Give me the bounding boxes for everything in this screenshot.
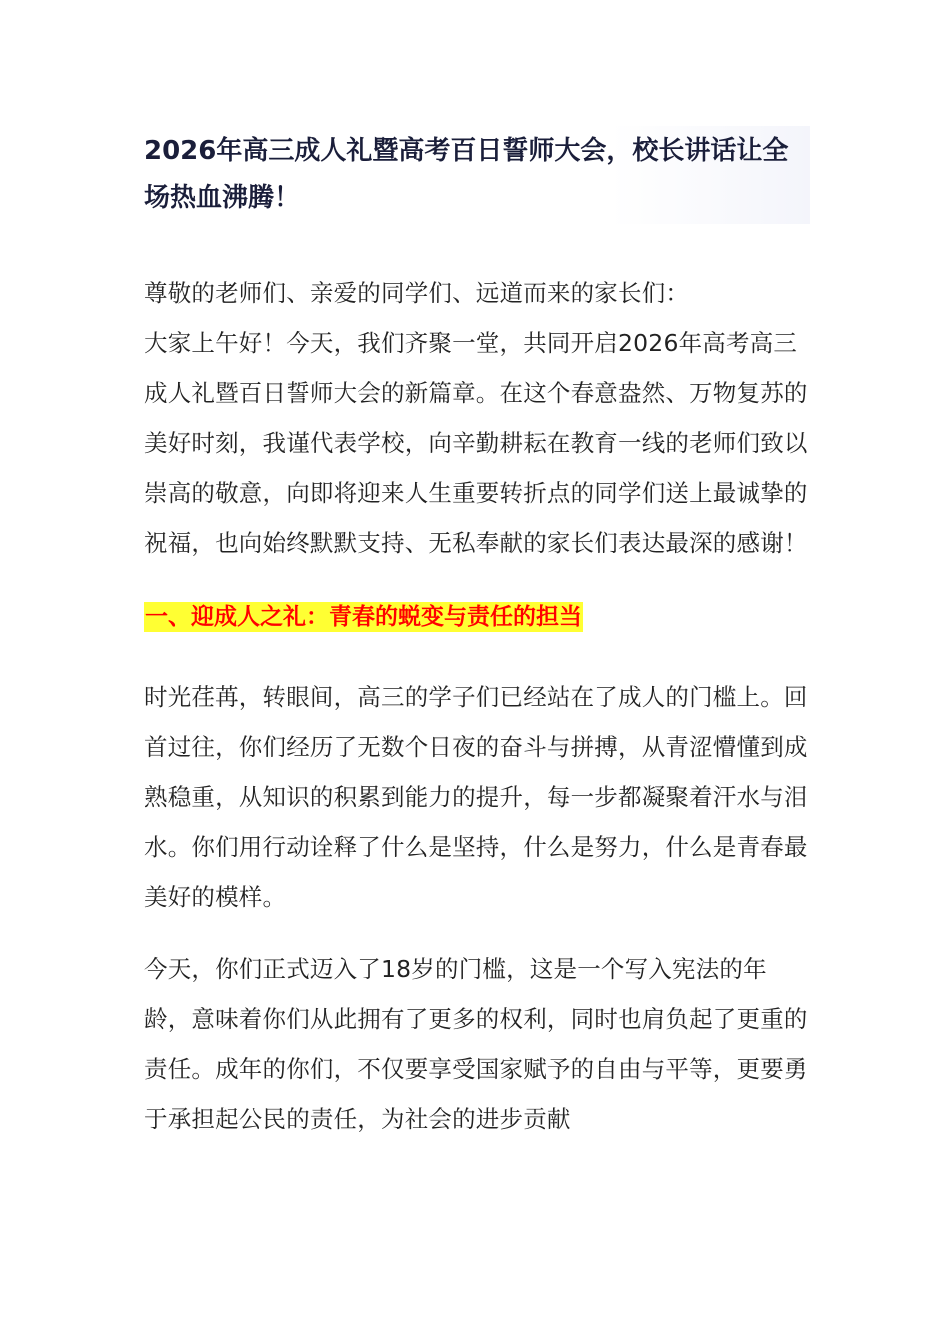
greeting-line: 尊敬的老师们、亲爱的同学们、远道而来的家长们： bbox=[144, 279, 690, 307]
body-paragraph: 时光荏苒，转眼间，高三的学子们已经站在了成人的门槛上。回首过往，你们经历了无数个日夜的奋斗与拼搏，从青涩懵懂到成熟稳重，从知识的积累到能力的提升，每一步都凝聚着汗水与泪水。你们用行动诠释了什么是坚持，什么是努力，什么是青春最美好的模样。 bbox=[144, 683, 808, 911]
body-paragraph: 今天，你们正式迈入了18岁的门槛，这是一个写入宪法的年龄，意味着你们从此拥有了更多的权利，同时也肩负起了更重的责任。成年的你们，不仅要享受国家赋予的自由与平等，更要勇于承担起公民的责任，为社会的进步贡献 bbox=[144, 955, 808, 1133]
section-heading: 一、迎成人之礼：青春的蜕变与责任的担当 bbox=[145, 604, 582, 630]
section-heading-row bbox=[144, 592, 810, 642]
intro-paragraph: 大家上午好！今天，我们齐聚一堂，共同开启2026年高考高三成人礼暨百日誓师大会的新篇章。在这个春意盎然、万物复苏的美好时刻，我谨代表学校，向辛勤耕耘在教育一线的老师们致以崇高的敬意，向即将迎来人生重要转折点的同学们送上最诚挚的祝福，也向始终默默支持、无私奉献的家长们表达最深的感谢！ bbox=[144, 329, 808, 557]
document-page bbox=[144, 126, 810, 1144]
article-title: 2026年高三成人礼暨高考百日誓师大会，校长讲话让全场热血沸腾！ bbox=[144, 126, 810, 224]
